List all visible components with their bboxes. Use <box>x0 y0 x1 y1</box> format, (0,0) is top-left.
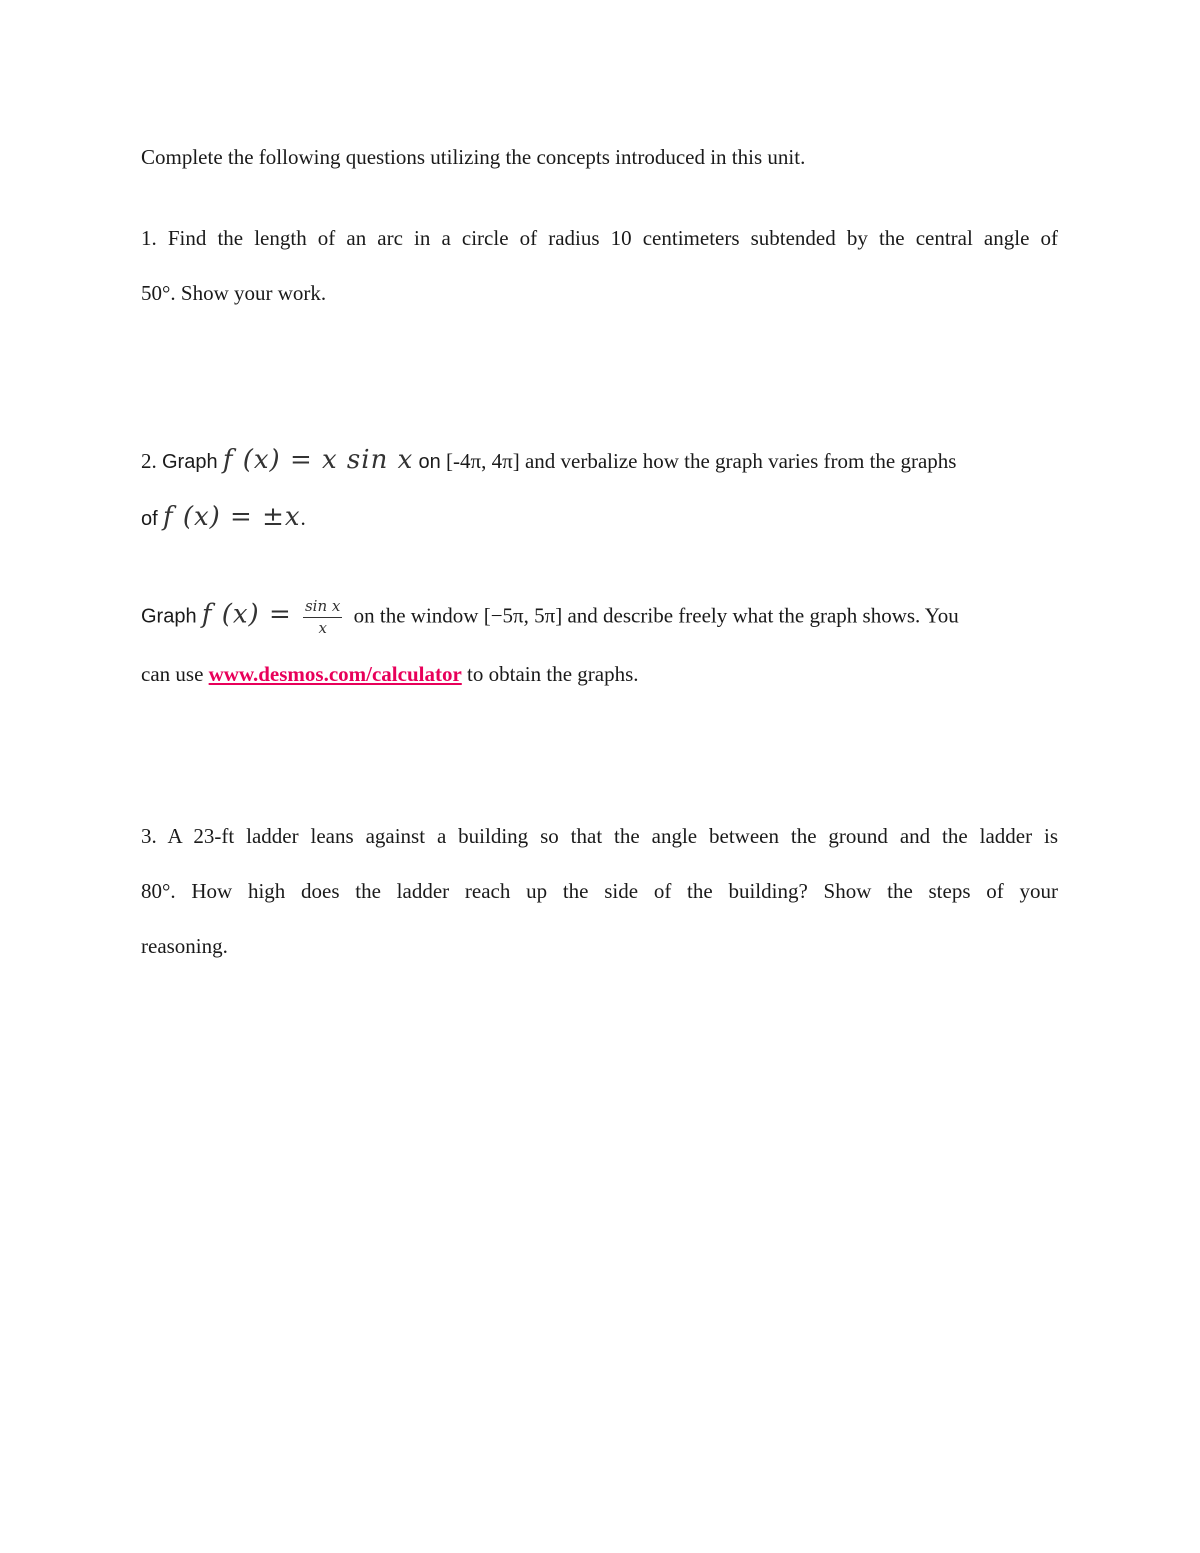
window-text: on the window [−5π, 5π] and describe freely what the graph shows. You <box>353 603 959 628</box>
fraction-numerator: sin x <box>303 598 342 618</box>
fraction-denominator: x <box>318 619 327 637</box>
intro-text: Complete the following questions utilizing the concepts introduced in this unit. <box>141 145 806 169</box>
question-2b-line-1 <box>141 598 1058 637</box>
question-2-line-2 <box>141 503 1058 533</box>
graph-word: Graph <box>162 451 218 473</box>
period: . <box>300 506 306 530</box>
formula-x-sin-x: f (x) = x sin x <box>222 445 414 475</box>
formula-plus-minus-x: f (x) = ±x <box>162 502 301 532</box>
desmos-link[interactable]: www.desmos.com/calculator <box>208 662 462 686</box>
question-1-line-2: 50°. Show your work. <box>141 281 327 305</box>
of-word: of <box>141 508 158 530</box>
formula-lhs: f (x) = <box>201 599 292 630</box>
question-3-line-2: 80°. How high does the ladder reach up the side of the building? Show the steps of your <box>141 879 1058 903</box>
can-use-text: can use <box>141 662 204 686</box>
on-word: on <box>418 451 441 473</box>
question-3-line-3: reasoning. <box>141 934 228 958</box>
question-2-number: 2. <box>141 449 162 473</box>
question-1-line-1: 1. Find the length of an arc in a circle of radius 10 centimeters subtended by the central angle of <box>141 226 1058 250</box>
graph-word-2: Graph <box>141 605 197 628</box>
question-2-line-1 <box>141 446 1058 476</box>
obtain-graphs-text: to obtain the graphs. <box>467 662 639 686</box>
question-3-line-1: 3. A 23-ft ladder leans against a building so that the angle between the ground and the ladder is <box>141 824 1058 848</box>
interval-text: [-4π, 4π] and verbalize how the graph varies from the graphs <box>446 449 957 473</box>
sinx-over-x-fraction <box>303 598 342 637</box>
question-2b-line-2 <box>141 660 1058 688</box>
